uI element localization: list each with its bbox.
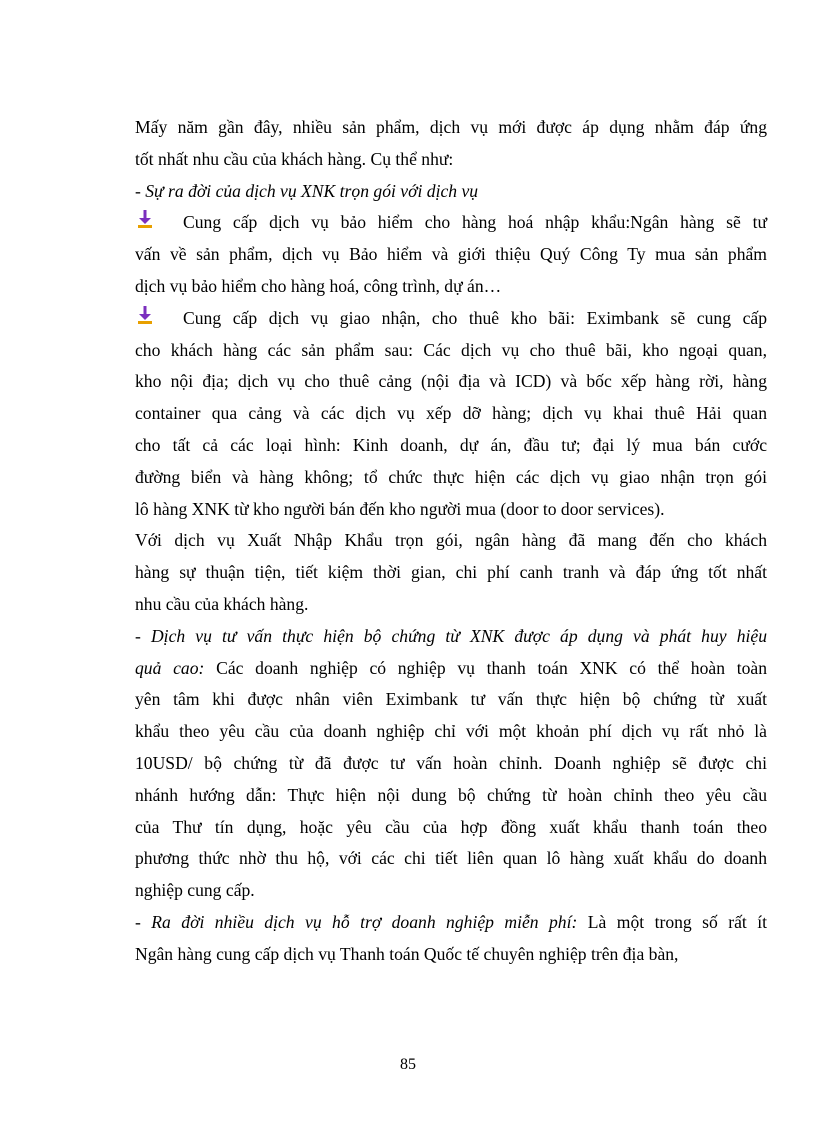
paragraph-line: tốt nhất nhu cầu của khách hàng. Cụ thể như: [135,148,454,169]
paragraph-line: Ngân hàng cung cấp dịch vụ Thanh toán Quốc tế chuyên nghiệp trên địa bàn, [135,943,679,964]
bullet-text: Cung cấp dịch vụ bảo hiểm cho hàng hoá nhập khẩu:Ngân hàng sẽ tư [183,212,767,233]
page-number: 85 [400,1056,416,1073]
bullet-item [135,207,767,239]
paragraph-line: khẩu theo yêu cầu của doanh nghiệp chỉ với một khoản phí dịch vụ rất nhỏ là [135,721,767,742]
paragraph-line: dịch vụ bảo hiểm cho hàng hoá, công trình, dự án… [135,275,502,296]
bullet-item [135,303,767,335]
paragraph-line: hàng sự thuận tiện, tiết kiệm thời gian, chi phí canh tranh và đáp ứng tốt nhất [135,562,767,583]
section-heading: - Ra đời nhiều dịch vụ hỗ trợ doanh nghiệp miễn phí: [135,911,578,932]
paragraph-line: nhu cầu của khách hàng. [135,593,309,614]
paragraph-line: nghiệp cung cấp. [135,880,255,901]
paragraph-line: 10USD/ bộ chứng từ đã được tư vấn hoàn chỉnh. Doanh nghiệp sẽ được chi [135,752,767,773]
paragraph-line: container qua cảng và các dịch vụ xếp dỡ hàng; dịch vụ khai thuê Hải quan [135,403,767,424]
paragraph-line: đường biển và hàng không; tổ chức thực hiện các dịch vụ giao nhận trọn gói [135,466,767,487]
paragraph-line: cho khách hàng các sản phẩm sau: Các dịch vụ cho thuê bãi, kho ngoại quan, [135,339,767,360]
paragraph-line: phương thức nhờ thu hộ, với các chi tiết liên quan lô hàng xuất khẩu do doanh [135,848,767,869]
body-text [135,112,767,971]
bullet-text: Cung cấp dịch vụ giao nhận, cho thuê kho bãi: Eximbank sẽ cung cấp [183,307,767,328]
section-heading-end: quả cao: [135,657,205,678]
paragraph-line: của Thư tín dụng, hoặc yêu cầu của hợp đồng xuất khẩu thanh toán theo [135,816,767,837]
section-heading: - Dịch vụ tư vấn thực hiện bộ chứng từ XNK được áp dụng và phát huy hiệu [135,625,767,646]
paragraph-text: Là một trong số rất ít [577,911,767,932]
paragraph-line: yên tâm khi được nhân viên Eximbank tư vấn thực hiện bộ chứng từ xuất [135,689,767,710]
paragraph-text: Các doanh nghiệp có nghiệp vụ thanh toán XNK có thể hoàn toàn [204,657,767,678]
bullet-arrow-icon [137,306,153,324]
paragraph-line [135,907,767,939]
paragraph-line: Với dịch vụ Xuất Nhập Khẩu trọn gói, ngân hàng đã mang đến cho khách [135,530,767,551]
paragraph-line: lô hàng XNK từ kho người bán đến kho người mua (door to door services). [135,498,665,519]
paragraph-line: nhánh hướng dẫn: Thực hiện nội dung bộ chứng từ hoàn chỉnh theo yêu cầu [135,784,767,805]
paragraph-line [135,653,767,685]
paragraph-line: kho nội địa; dịch vụ cho thuê cảng (nội địa và ICD) và bốc xếp hàng rời, hàng [135,371,767,392]
paragraph-line: cho tất cả các loại hình: Kinh doanh, dự án, đầu tư; đại lý mua bán cước [135,434,767,455]
section-heading: - Sự ra đời của dịch vụ XNK trọn gói với dịch vụ [135,180,479,201]
paragraph-line: Mấy năm gần đây, nhiều sản phẩm, dịch vụ mới được áp dụng nhằm đáp ứng [135,117,767,137]
bullet-arrow-icon [137,210,153,228]
paragraph-line: vấn về sản phẩm, dịch vụ Bảo hiểm và giới thiệu Quý Công Ty mua sản phẩm [135,244,767,265]
